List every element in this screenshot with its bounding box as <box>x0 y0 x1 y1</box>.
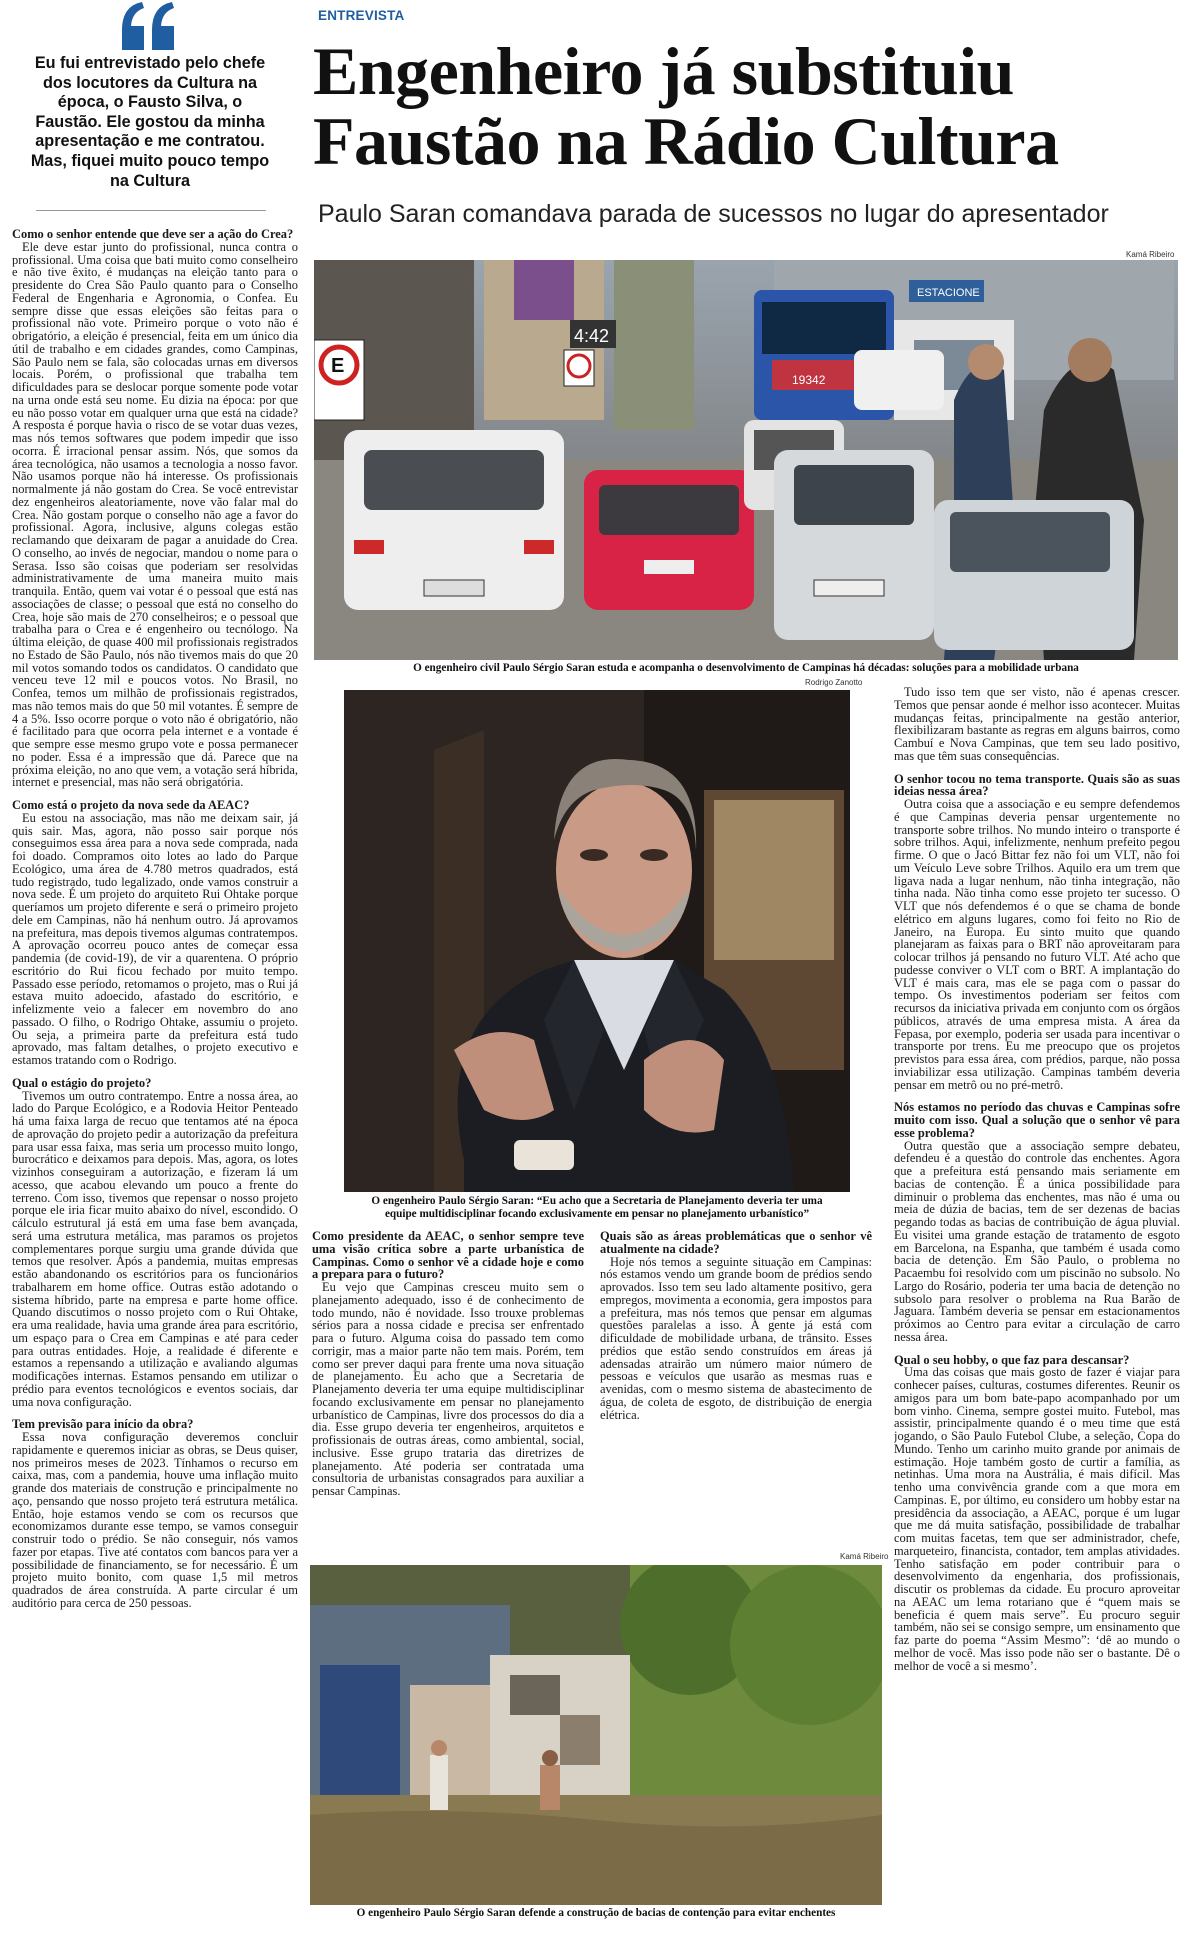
flood-photo-caption: O engenheiro Paulo Sérgio Saran defende a construção de bacias de contenção para evitar enchentes <box>356 1907 836 1919</box>
traffic-photo <box>314 260 1178 660</box>
subheadline: Paulo Saran comandava parada de sucessos no lugar do apresentador <box>318 200 1109 228</box>
portrait-photo <box>344 690 850 1192</box>
col3-question-0: Quais são as áreas problemáticas que o senhor vê atualmente na cidade? <box>600 1230 872 1256</box>
col4-answer-4: Outra questão que a associação sempre debateu, defendeu é a questão do controle das enchentes. Agora que a prefeitura está pensando mais seriamente em bacias de contenção. É a única possibilidade para diminuir o problema das enchentes, mas não é uma ou meia de dúzia de bacias, tem de ser dezenas de bacias pegando todas as bacias de contribuição de água pluvial. Eu visitei uma grande estação de tratamento de esgoto em Barcelona, na Espanha, que também é usada como bacia de detenção. Em São Paulo, o problema no Pacaembu foi resolvido com um piscinão no subsolo. No Largo do Rosário, poderia ter uma bacia de detenção no subsolo para resolver o problema na Rua Barão de Jaguara. Também deveria se pensar em estacionamentos próximos ao Centro para evitar a circulação de carro nessa área. <box>894 1138 1180 1344</box>
col1-question-0: Como o senhor entende que deve ser a ação do Crea? <box>12 228 294 241</box>
column-3-text <box>600 1230 872 1421</box>
flood-photo <box>310 1565 882 1905</box>
article-column-4 <box>894 686 1180 1936</box>
pull-quote: Eu fui entrevistado pelo chefe dos locutores da Cultura na época, o Fausto Silva, o Faustão. Ele gostou da minha apresentação e me contratou. Mas, fiquei muito pouco tempo na Cultura <box>30 54 270 190</box>
headline-line-1: Engenheiro já substituiu <box>313 33 1014 109</box>
col4-question-5: Qual o seu hobby, o que faz para descansar? <box>894 1352 1130 1367</box>
section-kicker: ENTREVISTA <box>318 8 405 23</box>
headline <box>313 33 1173 179</box>
traffic-photo-caption: O engenheiro civil Paulo Sérgio Saran estuda e acompanha o desenvolvimento de Campinas há décadas: soluções para a mobilidade urbana <box>413 662 1079 674</box>
col1-answer-1: Ele deve estar junto do profissional, nunca contra o profissional. Uma coisa que bati muito como conselheiro e não tive êxito, é mudanças na eleição tanto para o presidente do Crea São Paulo quanto para o Conselho Federal de Engenharia e Agronomia, o Confea. Eu sempre disse que essas eleições são feitas para o profissional não vote. Primeiro porque o voto não é obrigatório, a eleição é presencial, feita em um único dia útil de trabalho e em cidades grandes, como Campinas, São Paulo nem se fala, são colocadas urnas em diversos locais. Porém, o profissional que trabalha tem dificuldades para se deslocar porque somente pode votar na urna onde está seu nome. Eu dizia na época: por que eu não posso votar em qualquer urna que está na cidade? A resposta é porque havia o risco de se votar duas vezes, mas nós temos softwares que podem impedir que isso ocorra. É irracional pensar assim. Nós, que somos da área tecnológica, não usamos a tecnologia a nosso favor. Não usamos porque não há interesse. Os profissionais normalmente já não gostam do Crea. Se você entrevistar dez engenheiros aleatoriamente, nove vão falar mal do Crea. Não gostam porque o conselho não age a favor do profissional. Agora, inclusive, alguns colegas estão reclamando que deixaram de pagar a anuidade do Crea. O conselho, ao invés de negociar, mandou o nome para o Serasa. Isso são coisas que poderiam ser resolvidas administrativamente de uma maneira muito mais tranquila. Então, quem vai votar é o pessoal que está nas associações de classe; o pessoal que está no conselho do Crea, hoje são mais de 270 conselheiros; e o pessoal que trabalha para o Crea e é engenheiro ou tecnólogo. Na última eleição, de quase 400 mil profissionais registrados no Estado de São Paulo, nós não tivemos mais do que 20 mil votos somando todos os candidatos. O candidato que venceu teve 12 mil e poucos votos. No Brasil, no Confea, temos um milhão de profissionais registrados, mas não temos mais do que 50 mil votantes. É sempre de 4 a 5%. Isso ocorre porque o voto não é obrigatório, não é facilitado para que ocorra pela internet e a vontade é que sempre esse mesmo grupo vote e possa permanecer no poder. Essa é a impressão que dá. Parece que na próxima eleição, no ano que vem, a votação será híbrida, internet e presencial, mas não será obrigatória. <box>12 239 298 790</box>
pull-quote-divider <box>36 210 266 211</box>
svg-text:E: E <box>331 355 345 377</box>
headline-line-2: Faustão na Rádio Cultura <box>313 103 1059 179</box>
col2-question-0: Como presidente da AEAC, o senhor sempre teve uma visão crítica sobre a parte urbanística de Campinas. Como o senhor vê a cidade hoje e como a prepara para o futuro? <box>312 1230 584 1282</box>
column-2-text <box>312 1230 584 1498</box>
column-1-text <box>12 228 298 1610</box>
flood-photo-credit: Kamá Ribeiro <box>840 1552 889 1561</box>
parking-sign-text: ESTACIONE <box>917 287 980 299</box>
portrait-photo-credit: Rodrigo Zanotto <box>805 678 863 687</box>
bus-number: 19342 <box>792 373 826 387</box>
col2-answer-1: Eu vejo que Campinas cresceu muito sem o planejamento adequado, isso é de conhecimento de todo mundo, não é novidade. Isso trouxe problemas sérios para a nossa cidade e precisa ser enfrentado para o futuro. Alguma coisa do passado tem como corrigir, mas a maior parte não tem mais. Porém, tem como ser prever daqui para frente uma nova situação de planejamento. Eu acho que a Secretaria de Planejamento deveria ter uma equipe multidisciplinar focando exclusivamente em pensar no planejamento urbanístico de Campinas, livre dos processos do dia a dia. Esse grupo deveria ter engenheiros, arquitetos e profissionais de outras áreas, como ambiental, social, inclusive. Esse grupo trataria das diretrizes de planejamento. Até poderia ser contratada uma consultoria de urbanistas consagrados para auxiliar a pensar Campinas. <box>312 1280 584 1498</box>
traffic-photo-credit: Kamá Ribeiro <box>1126 250 1175 259</box>
portrait-caption-line-2: equipe multidisciplinar focando exclusivamente em pensar no planejamento urbanístico” <box>384 1208 810 1220</box>
column-4-text <box>894 686 1180 1672</box>
quote-mark-icon <box>118 0 180 52</box>
col1-answer-7: Essa nova configuração deveremos concluir rapidamente e queremos iniciar as obras, se Deus quiser, nos primeiros meses de 2023. Tínhamos o recurso em caixa, mas, com a pandemia, houve uma inflação muito grande dos materiais de construção e principalmente no aço, pensando que nosso projeto terá estrutura metálica. Então, hoje estamos vendo se com os recursos que economizamos durante esse tempo, se vamos conseguir construir todo o prédio. Se não conseguir, nós vamos fazer por etapas. Tive até contatos com bancos para ver a possibilidade de financiamento, se for necessário. É um projeto muito bonito, com quase 1,5 mil metros quadrados de área construída. A parte circular é um auditório para cerca de 250 pessoas. <box>12 1430 298 1610</box>
col4-question-3: Nós estamos no período das chuvas e Campinas sofre muito com isso. Qual a solução que o senhor vê para esse problema? <box>894 1100 1180 1140</box>
article-column-3 <box>600 1230 872 1555</box>
col1-answer-5: Tivemos um outro contratempo. Entre a nossa área, ao lado do Parque Ecológico, e a Rodovia Heitor Penteado há uma faixa larga de recuo que tentamos até na época de aprovação do projeto pedir a autorização da prefeitura para usar essa faixa, mas seria um processo muito longo, burocrático e deixamos para depois. Mas, agora, os lotes vizinhos conseguiram a autorização, e fizeram lá um acesso, que acabou elevando um pouco a frente do terreno. Com isso, tivemos que repensar o nosso projeto porque ele iria ficar muito abaixo do nível, escondido. O cálculo estrutural já está em uma fase bem avançada, será uma estrutura metálica, mas paramos os projetos complementares porque surgiu uma grande dúvida que temos que resolver. Após a pandemia, muitas empresas estão abandonando os escritórios para os funcionários trabalharem em home office. Outras estão adotando o sistema híbrido, parte na empresa e parte home office. Quando discutimos o nosso projeto com o Rui Ohtake, era uma realidade, havia uma grande área para escritório, um espaço para o Crea em Campinas e até para ceder para outras entidades. Hoje, a realidade é diferente e estamos a repensando a utilização e avaliando algumas modificações internas. Estamos pensando em utilizar o prédio para eventos tecnológicos e eventos sociais, dar uma nova configuração. <box>12 1088 298 1409</box>
article-column-1 <box>12 228 298 1937</box>
article-column-2 <box>312 1230 584 1555</box>
portrait-photo-caption <box>340 1195 854 1221</box>
col4-answer-2: Outra coisa que a associação e eu sempre defendemos é que Campinas deveria pensar urgentemente no transporte sobre trilhos. No mundo inteiro o transporte é sobre trilhos. Aqui, infelizmente, nenhum prefeito pegou firme. O que o Jacó Bittar fez não foi um VLT, não foi um Veículo Leve sobre Trilhos. Aquilo era um trem que ligava nada a lugar nenhum, não tinha integração, não tinha nada. Não tinha como esse projeto ter sucesso. O VLT que nós defendemos é o que se chama de bonde elétrico em alguns lugares, como foi feito no Rio de Janeiro, na Europa. Eu sinto muito que quando planejaram as faixas para o BRT não aproveitaram para colocar trilhos já pensando no futuro VLT. Até acho que pudesse conviver o VLT com o BRT. A implantação do VLT é mais cara, mas ele se paga com o passar do tempo. Os investimentos poderiam ser feitos com recursos da iniciativa privada em conjunto com os órgãos públicos, através de uma empresa mista. A área da Fepasa, por exemplo, poderia ser usada para incentivar o transporte por trens. Eu me preocupo que os projetos previstos para essa área, com prédios, parque, não possa inviabilizar essa utilização. Campinas também deveria pensar em metrô ou no pré-metrô. <box>894 797 1180 1092</box>
col4-question-1: O senhor tocou no tema transporte. Quais são as suas ideias nessa área? <box>894 771 1180 799</box>
col1-question-6: Tem previsão para início da obra? <box>12 1417 194 1432</box>
col1-question-2: Como está o projeto da nova sede da AEAC? <box>12 798 250 812</box>
portrait-caption-line-1: O engenheiro Paulo Sérgio Saran: “Eu acho que a Secretaria de Planejamento deveria ter uma <box>371 1195 823 1207</box>
street-clock: 4:42 <box>574 326 610 346</box>
col3-answer-1: Hoje nós temos a seguinte situação em Campinas: nós estamos vendo um grande boom de prédios sendo aprovados. Isso tem seu lado altamente positivo, gera empregos, movimenta a economia, gera impostos para a prefeitura, mas nós temos que pensar em algumas questões paralelas a isso. A gente já está com dificuldade de mobilidade urbana, de trânsito. Esses prédios que estão sendo construídos em áreas já adensadas atrairão um número maior número de pessoas e veículos que usarão as mesmas ruas e avenidas, com o mesmo sistema de abastecimento de água, de coleta de esgoto, de distribuição de energia elétrica. <box>600 1254 872 1422</box>
col1-answer-3: Eu estou na associação, mas não me deixam sair, já quis sair. Mas, agora, não posso sair porque nós conseguimos essa área para a nova sede comprada, nada foi doado. Compramos oito lotes ao lado do Parque Ecológico, uma área de 4.780 metros quadrados, está tudo registrado, tudo legalizado, onde vamos construir a nova sede. É um projeto do arquiteto Rui Ohtake porque queríamos um projeto diferente e será o primeiro projeto dele em Campinas, não há nenhum outro. Já aprovamos na prefeitura, mas depois tivemos algumas contratempos. A aprovação ocorreu pouco antes de começar essa pandemia (de covid-19), de vir a quarentena. O próprio escritório do Rui ficou fechado por muito tempo. Passado esse período, retomamos o projeto, mas o Rui já estava muito adoecido, afastado do escritório, e infelizmente veio a falecer em novembro do ano passado. O filho, o Rodrigo Ohtake, assumiu o projeto. Ou seja, a primeira parte da prefeitura está tudo aprovado, mas faltam detalhes, o projeto executivo e estamos tratando com o Rodrigo. <box>12 810 298 1067</box>
col4-answer-6: Uma das coisas que mais gosto de fazer é viajar para conhecer países, culturas, costumes diferentes. Reunir os amigos para um bom bate-papo acompanhado por um bom vinho. Cinema, sempre gostei muito. Futebol, mas assistir, principalmente quando é o meu time que está jogando, o São Paulo Futebol Clube, a seleção, Copa do Mundo. Tenho um carinho muito grande por animais de estimação. Hoje também gosto de curtir a família, as netinhas. Uma mora na Austrália, é mais difícil. Mas tenho uma convivência grande com a que mora em Campinas. E, por último, eu considero um hobby estar na presidência da associação, a AEAC, porque é um lugar que me dá muita satisfação, possibilidade de trabalhar com muitas facetas, tem que ser administrador, chefe, marqueteiro, financista, contador, tem amplas atividades. Tenho satisfação em poder contribuir para o desenvolvimento da engenharia, dos profissionais, discutir os problemas da cidade. Eu procuro aproveitar na AEAC um lema rotariano que é “quem mais se beneficia é quem mais serve”. Eu procuro seguir também, não sei se consigo sempre, um ensinamento que faz parte do poema “Assim Mesmo”: ‘dê ao mundo o melhor de você. Mas isso pode não ser o bastante. Dê o melhor de você a si mesmo’. <box>894 1365 1180 1673</box>
col4-answer-0: Tudo isso tem que ser visto, não é apenas crescer. Temos que pensar aonde é melhor isso acontecer. Muitas mudanças feitas, principalmente na gestão anterior, flexibilizaram bastante as regras em alguns bairros, como Cambuí e Nova Campinas, que tem seu lado positivo, mas que têm suas consequências. <box>894 686 1180 763</box>
col1-question-4: Qual o estágio do projeto? <box>12 1075 152 1090</box>
